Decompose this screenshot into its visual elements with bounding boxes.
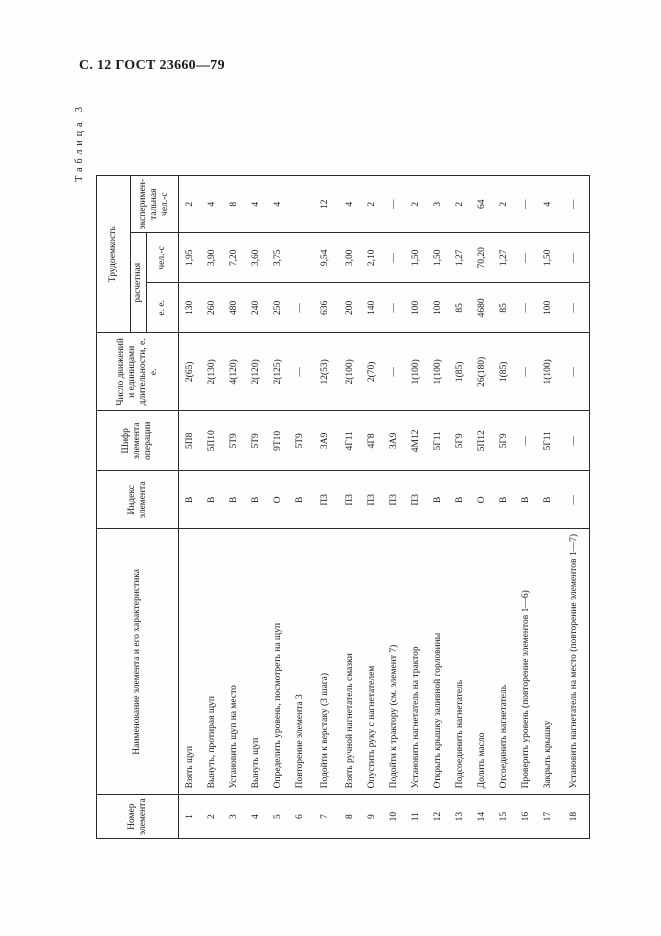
cell-name: Взять ручной нагнетатель смазки — [339, 529, 361, 795]
cell-exp: 4 — [245, 176, 267, 233]
cell-exp — [289, 176, 311, 233]
cell-index: П3 — [339, 471, 361, 529]
cell-index: — — [559, 471, 590, 529]
cell-code: 5Т9 — [223, 411, 245, 471]
cell-person-s: 3,90 — [201, 233, 223, 283]
header-code: Шифр элемента операции — [97, 411, 179, 471]
cell-index: В — [223, 471, 245, 529]
cell-ee: 240 — [245, 283, 267, 333]
cell-person-s: 70,20 — [471, 233, 493, 283]
cell-moves: 4(120) — [223, 333, 245, 411]
cell-person-s: 1,50 — [405, 233, 427, 283]
table-row — [245, 176, 267, 839]
header-name: Наименование элемента и его характеристика — [97, 529, 179, 795]
cell-moves: 2(125) — [267, 333, 289, 411]
cell-num: 9 — [361, 795, 383, 839]
cell-moves: — — [559, 333, 590, 411]
cell-exp: 4 — [267, 176, 289, 233]
cell-name: Установить нагнетатель на трактор — [405, 529, 427, 795]
cell-person-s: 7,20 — [223, 233, 245, 283]
cell-index: В — [201, 471, 223, 529]
cell-exp: 3 — [427, 176, 449, 233]
cell-name: Вынуть щуп — [245, 529, 267, 795]
cell-exp: 2 — [179, 176, 202, 233]
table-row — [471, 176, 493, 839]
labor-table — [96, 175, 590, 839]
cell-exp: 2 — [361, 176, 383, 233]
table-row — [515, 176, 537, 839]
cell-ee: 130 — [179, 283, 202, 333]
cell-index: П3 — [311, 471, 339, 529]
cell-num: 14 — [471, 795, 493, 839]
table-row — [289, 176, 311, 839]
cell-person-s: 1,95 — [179, 233, 202, 283]
cell-name: Определить уровень, посмотреть на щуп — [267, 529, 289, 795]
header-index: Индекс элемента — [97, 471, 179, 529]
cell-moves: 1(85) — [449, 333, 471, 411]
cell-ee: 85 — [449, 283, 471, 333]
cell-moves: 1(85) — [493, 333, 515, 411]
cell-index: О — [471, 471, 493, 529]
cell-num: 17 — [537, 795, 559, 839]
cell-person-s: 1,50 — [537, 233, 559, 283]
table-row — [361, 176, 383, 839]
cell-name: Подсоединить нагнетатель — [449, 529, 471, 795]
table-row — [449, 176, 471, 839]
cell-exp: 4 — [339, 176, 361, 233]
cell-index: В — [515, 471, 537, 529]
table-row — [201, 176, 223, 839]
cell-num: 18 — [559, 795, 590, 839]
table-row — [267, 176, 289, 839]
table-row — [427, 176, 449, 839]
cell-person-s: — — [383, 233, 405, 283]
cell-code: 4Г11 — [339, 411, 361, 471]
cell-ee: 480 — [223, 283, 245, 333]
cell-code: 3А9 — [311, 411, 339, 471]
cell-exp: 64 — [471, 176, 493, 233]
cell-name: Опустить руку с нагнетателем — [361, 529, 383, 795]
cell-moves: 1(100) — [405, 333, 427, 411]
cell-num: 1 — [179, 795, 202, 839]
header-ee: е. е. — [147, 283, 179, 333]
cell-name: Отсоединить нагнетатель — [493, 529, 515, 795]
cell-person-s: 2,10 — [361, 233, 383, 283]
cell-index: В — [245, 471, 267, 529]
cell-code: 5Г9 — [449, 411, 471, 471]
cell-exp: 4 — [537, 176, 559, 233]
page-header: С. 12 ГОСТ 23660—79 — [79, 58, 225, 73]
table-caption: Таблица 3 — [74, 103, 85, 182]
cell-num: 4 — [245, 795, 267, 839]
cell-code: 5Г11 — [537, 411, 559, 471]
cell-name: Закрыть крышку — [537, 529, 559, 795]
cell-index: В — [289, 471, 311, 529]
cell-ee: 100 — [427, 283, 449, 333]
cell-num: 5 — [267, 795, 289, 839]
cell-person-s — [289, 233, 311, 283]
cell-ee: — — [383, 283, 405, 333]
table-body — [179, 176, 590, 839]
cell-ee: — — [515, 283, 537, 333]
cell-num: 2 — [201, 795, 223, 839]
cell-num: 7 — [311, 795, 339, 839]
cell-num: 12 — [427, 795, 449, 839]
table-row — [311, 176, 339, 839]
table-row — [383, 176, 405, 839]
cell-code: — — [515, 411, 537, 471]
cell-num: 6 — [289, 795, 311, 839]
cell-person-s: 3,75 — [267, 233, 289, 283]
cell-moves: 2(100) — [339, 333, 361, 411]
cell-moves: 2(130) — [201, 333, 223, 411]
cell-index: В — [449, 471, 471, 529]
cell-moves: 1(100) — [537, 333, 559, 411]
cell-exp: — — [559, 176, 590, 233]
header-labor: Трудоемкость — [97, 176, 131, 333]
table-row — [223, 176, 245, 839]
cell-name: Долить масло — [471, 529, 493, 795]
cell-code: 4М12 — [405, 411, 427, 471]
cell-index: П3 — [383, 471, 405, 529]
cell-index: В — [537, 471, 559, 529]
cell-code: 5Т9 — [245, 411, 267, 471]
cell-ee: 4680 — [471, 283, 493, 333]
cell-exp: — — [383, 176, 405, 233]
cell-index: П3 — [405, 471, 427, 529]
cell-person-s: 9,54 — [311, 233, 339, 283]
cell-moves: — — [289, 333, 311, 411]
cell-name: Взять щуп — [179, 529, 202, 795]
cell-num: 10 — [383, 795, 405, 839]
cell-name: Открыть крышку заливной горловины — [427, 529, 449, 795]
cell-code: 5П10 — [201, 411, 223, 471]
table-row — [405, 176, 427, 839]
cell-name: Проверить уровень (повторение элементов 1—6) — [515, 529, 537, 795]
cell-num: 16 — [515, 795, 537, 839]
cell-num: 13 — [449, 795, 471, 839]
cell-exp: — — [515, 176, 537, 233]
cell-code: 5П12 — [471, 411, 493, 471]
table-row — [339, 176, 361, 839]
cell-moves: — — [383, 333, 405, 411]
cell-moves: 2(65) — [179, 333, 202, 411]
cell-person-s: 3,00 — [339, 233, 361, 283]
cell-ee: 200 — [339, 283, 361, 333]
cell-num: 8 — [339, 795, 361, 839]
cell-code: 5Г11 — [427, 411, 449, 471]
cell-moves: 26(180) — [471, 333, 493, 411]
cell-person-s: 1,27 — [449, 233, 471, 283]
cell-exp: 2 — [449, 176, 471, 233]
header-moves: Число движений и единицами длительности, е. е. — [97, 333, 179, 411]
cell-index: В — [493, 471, 515, 529]
cell-exp: 8 — [223, 176, 245, 233]
header-exp: эксперимен-тальная чел.-с — [131, 176, 179, 233]
table-row — [537, 176, 559, 839]
cell-code: 5П8 — [179, 411, 202, 471]
cell-exp: 4 — [201, 176, 223, 233]
cell-code: 4Г8 — [361, 411, 383, 471]
cell-index: П3 — [361, 471, 383, 529]
cell-exp: 12 — [311, 176, 339, 233]
cell-ee: 100 — [537, 283, 559, 333]
cell-name: Вынуть, протирая щуп — [201, 529, 223, 795]
cell-name: Установить нагнетатель на место (повторение элементов 1—7) — [559, 529, 590, 795]
cell-ee: — — [559, 283, 590, 333]
cell-ee: — — [289, 283, 311, 333]
header-calc: расчетная — [131, 233, 147, 333]
cell-ee: 100 — [405, 283, 427, 333]
cell-person-s: 3,60 — [245, 233, 267, 283]
cell-ee: 636 — [311, 283, 339, 333]
cell-person-s: 1,27 — [493, 233, 515, 283]
cell-ee: 250 — [267, 283, 289, 333]
cell-name: Установить щуп на место — [223, 529, 245, 795]
cell-code: 9Т10 — [267, 411, 289, 471]
cell-moves: — — [515, 333, 537, 411]
cell-exp: 2 — [405, 176, 427, 233]
cell-person-s: — — [515, 233, 537, 283]
cell-person-s: — — [559, 233, 590, 283]
cell-code: 5Г9 — [493, 411, 515, 471]
cell-name: Подойти к верстаку (3 шага) — [311, 529, 339, 795]
cell-num: 15 — [493, 795, 515, 839]
cell-name: Повторение элемента 3 — [289, 529, 311, 795]
cell-moves: 2(70) — [361, 333, 383, 411]
cell-num: 11 — [405, 795, 427, 839]
table-row — [493, 176, 515, 839]
table-row — [559, 176, 590, 839]
rotated-table-block — [74, 93, 611, 839]
cell-code: — — [559, 411, 590, 471]
cell-moves: 2(120) — [245, 333, 267, 411]
cell-code: 3А9 — [383, 411, 405, 471]
cell-code: 5Т9 — [289, 411, 311, 471]
cell-moves: 1(100) — [427, 333, 449, 411]
cell-exp: 2 — [493, 176, 515, 233]
cell-ee: 85 — [493, 283, 515, 333]
header-person-s: чел.-с — [147, 233, 179, 283]
cell-ee: 140 — [361, 283, 383, 333]
cell-name: Подойти к трактору (см. элемент 7) — [383, 529, 405, 795]
cell-index: В — [427, 471, 449, 529]
cell-moves: 12(53) — [311, 333, 339, 411]
table-row — [179, 176, 202, 839]
header-num: Номер элемента — [97, 795, 179, 839]
cell-person-s: 1,50 — [427, 233, 449, 283]
cell-ee: 260 — [201, 283, 223, 333]
cell-index: В — [179, 471, 202, 529]
cell-num: 3 — [223, 795, 245, 839]
cell-index: О — [267, 471, 289, 529]
